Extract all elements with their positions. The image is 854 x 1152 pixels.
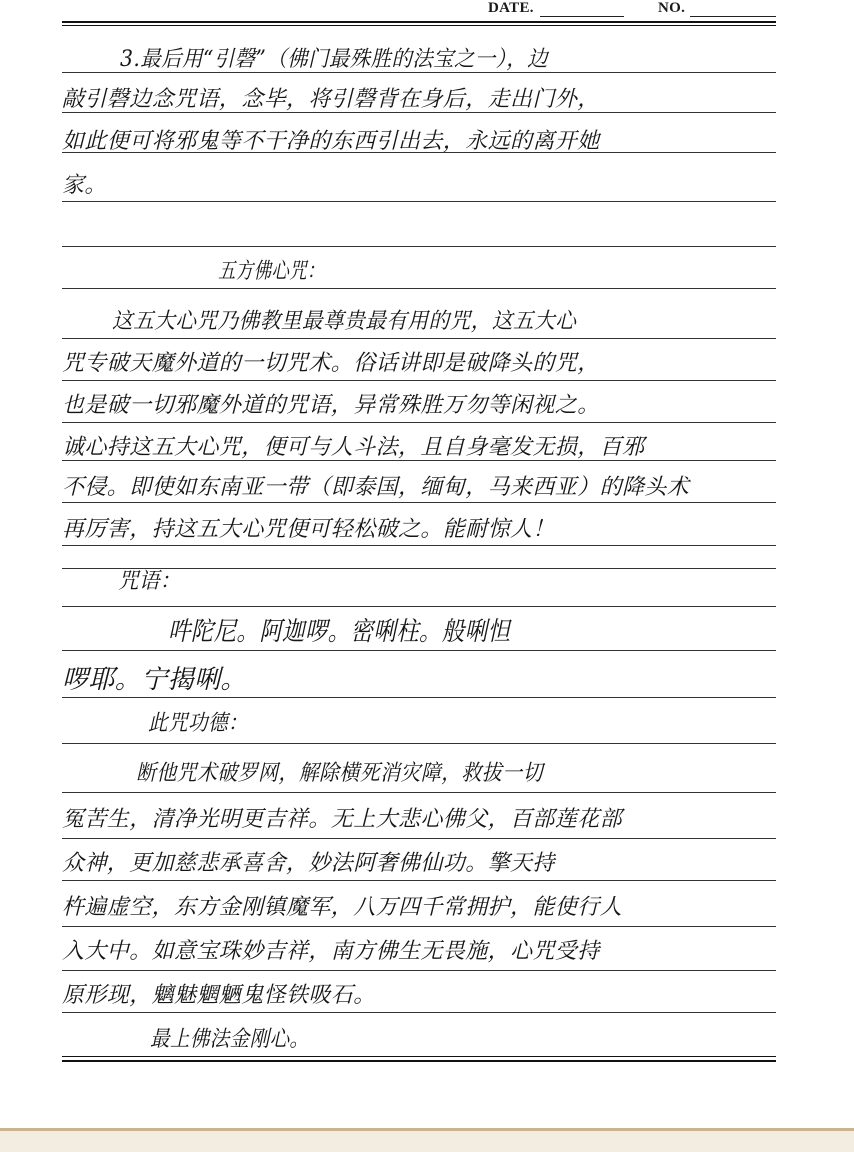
text-line-11: 不侵。即使如东南亚一带（即泰国，缅甸，马来西亚）的降头术	[62, 475, 690, 500]
text-line-1: 3.最后用“引磬”（佛门最殊胜的法宝之一），边	[120, 47, 548, 72]
date-label: DATE.	[488, 0, 534, 16]
ruled-line	[62, 970, 776, 971]
mantra-label: 咒语：	[118, 569, 181, 594]
bottom-double-rule	[62, 1056, 776, 1057]
text-line-7: 这五大心咒乃佛教里最尊贵最有用的咒，这五大心	[112, 309, 577, 334]
text-line-8: 咒专破天魔外道的一切咒术。俗话讲即是破降头的咒，	[62, 351, 600, 376]
footer-bar	[0, 1128, 854, 1152]
text-line-18: 冤苦生，清净光明更吉祥。无上大悲心佛父，百部莲花部	[62, 807, 623, 832]
top-double-rule	[62, 21, 776, 23]
text-line-9: 也是破一切邪魔外道的咒语，异常殊胜万勿等闲视之。	[62, 393, 600, 418]
ruled-line	[62, 650, 776, 651]
ruled-line	[62, 288, 776, 289]
ruled-line	[62, 697, 776, 698]
text-line-20: 杵遍虚空，东方金刚镇魔军，八万四千常拥护，能使行人	[62, 895, 623, 920]
ruled-line	[62, 338, 776, 339]
text-line-21: 入大中。如意宝珠妙吉祥，南方佛生无畏施，心咒受持	[62, 939, 600, 964]
mantra-text-1: 吽陀尼。阿迦啰。密唎柱。般唎怛	[168, 617, 511, 647]
text-line-4: 家。	[62, 173, 107, 198]
ruled-line	[62, 1012, 776, 1013]
mantra-text-2: 啰耶。宁揭唎。	[62, 665, 247, 695]
text-line-10: 诚心持这五大心咒，便可与人斗法，且自身毫发无损，百邪	[62, 435, 645, 460]
text-line-23: 最上佛法金刚心。	[150, 1027, 310, 1052]
text-line-19: 众神，更加慈悲承喜舍，妙法阿奢佛仙功。擎天持	[62, 851, 555, 876]
merit-label: 此咒功德：	[148, 711, 248, 736]
ruled-line	[62, 792, 776, 793]
text-line-17: 断他咒术破罗网，解除横死消灾障，救拔一切	[136, 761, 543, 786]
text-line-3: 如此便可将邪鬼等不干净的东西引出去，永远的离开她	[62, 129, 600, 154]
no-blank	[690, 16, 776, 17]
ruled-line	[62, 743, 776, 744]
text-line-12: 再厉害，持这五大心咒便可轻松破之。能耐惊人！	[62, 517, 555, 542]
ruled-line	[62, 606, 776, 607]
text-line-22: 原形现，魑魅魍魉鬼怪铁吸石。	[62, 983, 376, 1008]
ruled-line	[62, 422, 776, 423]
text-line-5	[62, 215, 782, 247]
no-label: NO.	[658, 0, 686, 16]
ruled-line	[62, 880, 776, 881]
section-title-five-buddha-mantra: 五方佛心咒：	[218, 259, 325, 284]
text-line-2: 敲引磬边念咒语，念毕，将引磬背在身后，走出门外，	[62, 87, 600, 112]
ruled-line	[62, 380, 776, 381]
ruled-line	[62, 926, 776, 927]
ruled-line	[62, 838, 776, 839]
date-blank	[540, 16, 624, 17]
top-double-rule-inner	[62, 25, 776, 26]
bottom-double-rule-inner	[62, 1060, 776, 1062]
